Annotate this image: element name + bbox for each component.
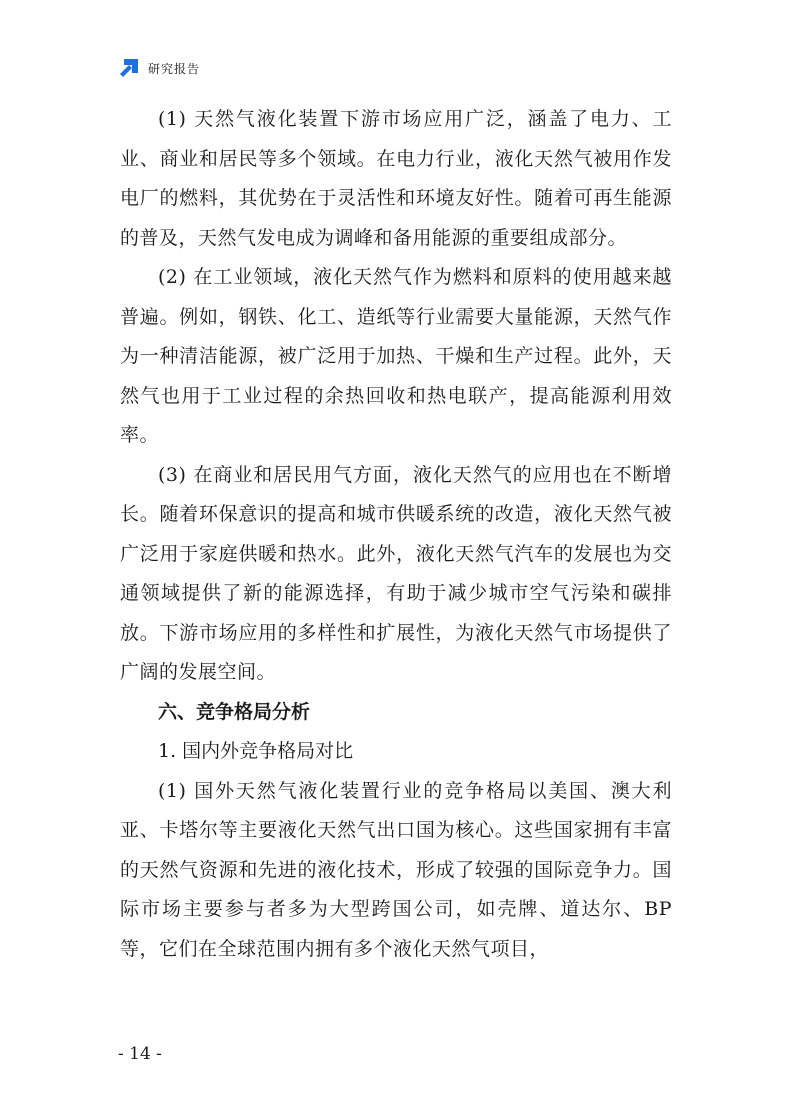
page-number: - 14 - (118, 1044, 162, 1064)
report-header (118, 56, 200, 80)
header-title: 研究报告 (148, 61, 201, 76)
subsection-heading: 1. 国内外竞争格局对比 (158, 740, 354, 762)
paragraph-1: (1) 天然气液化装置下游市场应用广泛，涵盖了电力、工业、商业和居民等多个领域。在电力行业，液化天然气被用作发电厂的燃料，其优势在于灵活性和环境友好性。随着可再生能源的普及，天然气发电成为调峰和备用能源的重要组成部分。 (120, 108, 672, 249)
document-body (120, 100, 672, 969)
section-heading: 六、竞争格局分析 (158, 700, 311, 723)
paragraph-3: (3) 在商业和居民用气方面，液化天然气的应用也在不断增长。随着环保意识的提高和城市供暖系统的改造，液化天然气被广泛用于家庭供暖和热水。此外，液化天然气汽车的发展也为交通领域提供了新的能源选择，有助于减少城市空气污染和碳排放。下游市场应用的多样性和扩展性，为液化天然气市场提供了广阔的发展空间。 (120, 463, 672, 683)
paragraph-2: (2) 在工业领域，液化天然气作为燃料和原料的使用越来越普遍。例如，钢铁、化工、造纸等行业需要大量能源，天然气作为一种清洁能源，被广泛用于加热、干燥和生产过程。此外，天然气也用于工业过程的余热回收和热电联产，提高能源利用效率。 (120, 266, 672, 446)
paragraph-4: (1) 国外天然气液化装置行业的竞争格局以美国、澳大利亚、卡塔尔等主要液化天然气出口国为核心。这些国家拥有丰富的天然气资源和先进的液化技术，形成了较强的国际竞争力。国际市场主要参与者多为大型跨国公司，如壳牌、道达尔、BP 等，它们在全球范围内拥有多个液化天然气项目， (120, 779, 672, 960)
arrow-logo-icon (118, 57, 140, 79)
